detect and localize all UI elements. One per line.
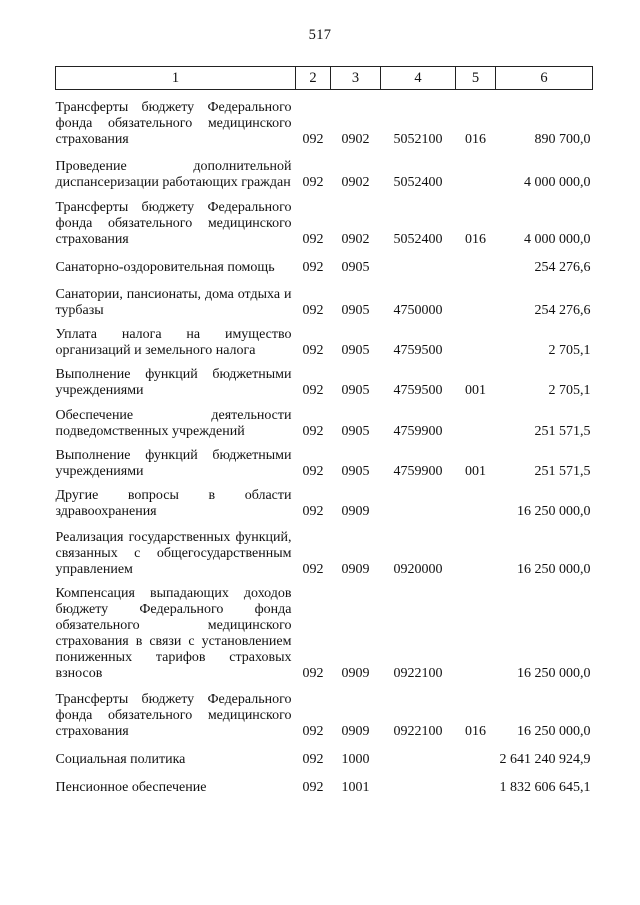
row-amount-cell: 16 250 000,0 — [517, 504, 591, 519]
budget-table — [55, 66, 593, 796]
row-ministry-code-cell: 092 — [302, 175, 324, 190]
row-expense-type-cell: 016 — [465, 232, 486, 247]
row-ministry-code-cell: 092 — [302, 303, 324, 318]
row-ministry-code-cell: 092 — [302, 666, 324, 681]
row-amount-cell: 254 276,6 — [534, 303, 591, 318]
row-name-cell: Другие вопросы в области здравоохранения — [55, 488, 292, 519]
table-row — [56, 191, 593, 248]
table-row — [56, 90, 593, 149]
table-row — [56, 768, 593, 796]
table-row — [56, 578, 593, 682]
row-expense-type-cell — [456, 319, 496, 359]
row-amount-cell: 16 250 000,0 — [517, 666, 591, 681]
row-amount-cell: 1 832 606 645,1 — [499, 780, 591, 795]
row-section-code-cell: 0909 — [341, 562, 370, 577]
row-name-cell: Трансферты бюджету Федерального фонда обязательного медицинского страхования — [55, 692, 292, 739]
row-name-cell: Выполнение функций бюджетными учреждениями — [55, 448, 292, 479]
row-name-cell: Социальная политика — [55, 752, 186, 767]
row-target-code-cell: 5052400 — [393, 175, 443, 190]
column-header: 4 — [381, 67, 456, 90]
row-amount-cell: 2 705,1 — [548, 383, 591, 398]
row-expense-type-cell — [456, 578, 496, 682]
row-expense-type-cell — [456, 740, 496, 768]
row-expense-type-cell — [456, 768, 496, 796]
row-target-code-cell: 4759500 — [393, 343, 443, 358]
row-amount-cell: 2 705,1 — [548, 343, 591, 358]
row-name-cell: Санатории, пансионаты, дома отдыха и турбазы — [55, 287, 292, 318]
row-amount-cell: 2 641 240 924,9 — [499, 752, 591, 767]
row-target-code-cell: 4759500 — [393, 383, 443, 398]
row-name-cell: Трансферты бюджету Федерального фонда обязательного медицинского страхования — [55, 100, 292, 147]
row-name-cell: Реализация государственных функций, связанных с общегосударственным управлением — [55, 530, 292, 577]
column-header: 6 — [496, 67, 593, 90]
row-name-cell: Выполнение функций бюджетными учреждениями — [55, 367, 292, 398]
row-section-code-cell: 0902 — [341, 175, 370, 190]
row-ministry-code-cell: 092 — [302, 424, 324, 439]
table-row — [56, 276, 593, 319]
row-name-cell: Проведение дополнительной диспансеризации работающих граждан — [55, 159, 292, 190]
row-amount-cell: 4 000 000,0 — [524, 175, 591, 190]
table-row — [56, 480, 593, 520]
row-name-cell: Компенсация выпадающих доходов бюджету Федерального фонда обязательного медицинского страхования в связи с установлением пониженных тарифов страховых взносов — [55, 586, 292, 681]
row-ministry-code-cell: 092 — [302, 464, 324, 479]
row-target-code-cell — [381, 740, 456, 768]
row-section-code-cell: 0905 — [341, 343, 370, 358]
table-row — [56, 359, 593, 399]
row-section-code-cell: 0902 — [341, 132, 370, 147]
row-target-code-cell: 0922100 — [393, 724, 443, 739]
row-section-code-cell: 1000 — [341, 752, 370, 767]
row-expense-type-cell — [456, 276, 496, 319]
row-target-code-cell: 4750000 — [393, 303, 443, 318]
row-target-code-cell — [381, 768, 456, 796]
row-expense-type-cell — [456, 399, 496, 440]
table-row — [56, 399, 593, 440]
row-amount-cell: 4 000 000,0 — [524, 232, 591, 247]
row-section-code-cell: 0905 — [341, 303, 370, 318]
row-target-code-cell: 0922100 — [393, 666, 443, 681]
row-section-code-cell: 0909 — [341, 504, 370, 519]
row-expense-type-cell — [456, 148, 496, 191]
row-ministry-code-cell: 092 — [302, 724, 324, 739]
row-section-code-cell: 0905 — [341, 383, 370, 398]
row-amount-cell: 251 571,5 — [534, 424, 591, 439]
table-row — [56, 682, 593, 740]
row-target-code-cell: 4759900 — [393, 424, 443, 439]
row-section-code-cell: 0905 — [341, 260, 370, 275]
table-row — [56, 319, 593, 359]
row-name-cell: Обеспечение деятельности подведомственных учреждений — [55, 408, 292, 439]
row-name-cell: Пенсионное обеспечение — [55, 780, 207, 795]
row-amount-cell: 890 700,0 — [534, 132, 591, 147]
row-target-code-cell: 5052100 — [393, 132, 443, 147]
column-header: 3 — [331, 67, 381, 90]
row-expense-type-cell — [456, 480, 496, 520]
table-row — [56, 148, 593, 191]
row-section-code-cell: 0909 — [341, 724, 370, 739]
row-ministry-code-cell: 092 — [302, 780, 324, 795]
row-target-code-cell: 0920000 — [393, 562, 443, 577]
row-ministry-code-cell: 092 — [302, 383, 324, 398]
row-section-code-cell: 0905 — [341, 424, 370, 439]
row-amount-cell: 16 250 000,0 — [517, 562, 591, 577]
row-ministry-code-cell: 092 — [302, 343, 324, 358]
row-section-code-cell: 0902 — [341, 232, 370, 247]
column-header: 2 — [296, 67, 331, 90]
row-name-cell: Уплата налога на имущество организаций и земельного налога — [55, 327, 292, 358]
row-ministry-code-cell: 092 — [302, 752, 324, 767]
row-ministry-code-cell: 092 — [302, 132, 324, 147]
row-ministry-code-cell: 092 — [302, 504, 324, 519]
row-target-code-cell: 5052400 — [393, 232, 443, 247]
table-row — [56, 520, 593, 578]
row-expense-type-cell: 016 — [465, 724, 486, 739]
row-amount-cell: 251 571,5 — [534, 464, 591, 479]
row-target-code-cell: 4759900 — [393, 464, 443, 479]
row-expense-type-cell: 001 — [465, 383, 486, 398]
row-section-code-cell: 0909 — [341, 666, 370, 681]
row-section-code-cell: 1001 — [341, 780, 370, 795]
row-expense-type-cell — [456, 248, 496, 276]
table-body — [56, 90, 593, 797]
row-section-code-cell: 0905 — [341, 464, 370, 479]
row-expense-type-cell — [456, 520, 496, 578]
column-header: 5 — [456, 67, 496, 90]
table-row — [56, 740, 593, 768]
row-amount-cell: 16 250 000,0 — [517, 724, 591, 739]
table-row — [56, 248, 593, 276]
page-number: 517 — [308, 27, 332, 43]
row-name-cell: Трансферты бюджету Федерального фонда обязательного медицинского страхования — [55, 200, 292, 247]
row-expense-type-cell: 001 — [465, 464, 486, 479]
row-expense-type-cell: 016 — [465, 132, 486, 147]
row-target-code-cell — [381, 248, 456, 276]
row-ministry-code-cell: 092 — [302, 260, 324, 275]
column-header: 1 — [56, 67, 296, 90]
table-row — [56, 440, 593, 480]
row-target-code-cell — [381, 480, 456, 520]
row-amount-cell: 254 276,6 — [534, 260, 591, 275]
row-ministry-code-cell: 092 — [302, 232, 324, 247]
row-name-cell: Санаторно-оздоровительная помощь — [55, 260, 275, 275]
row-ministry-code-cell: 092 — [302, 562, 324, 577]
table-header-row — [56, 67, 593, 90]
